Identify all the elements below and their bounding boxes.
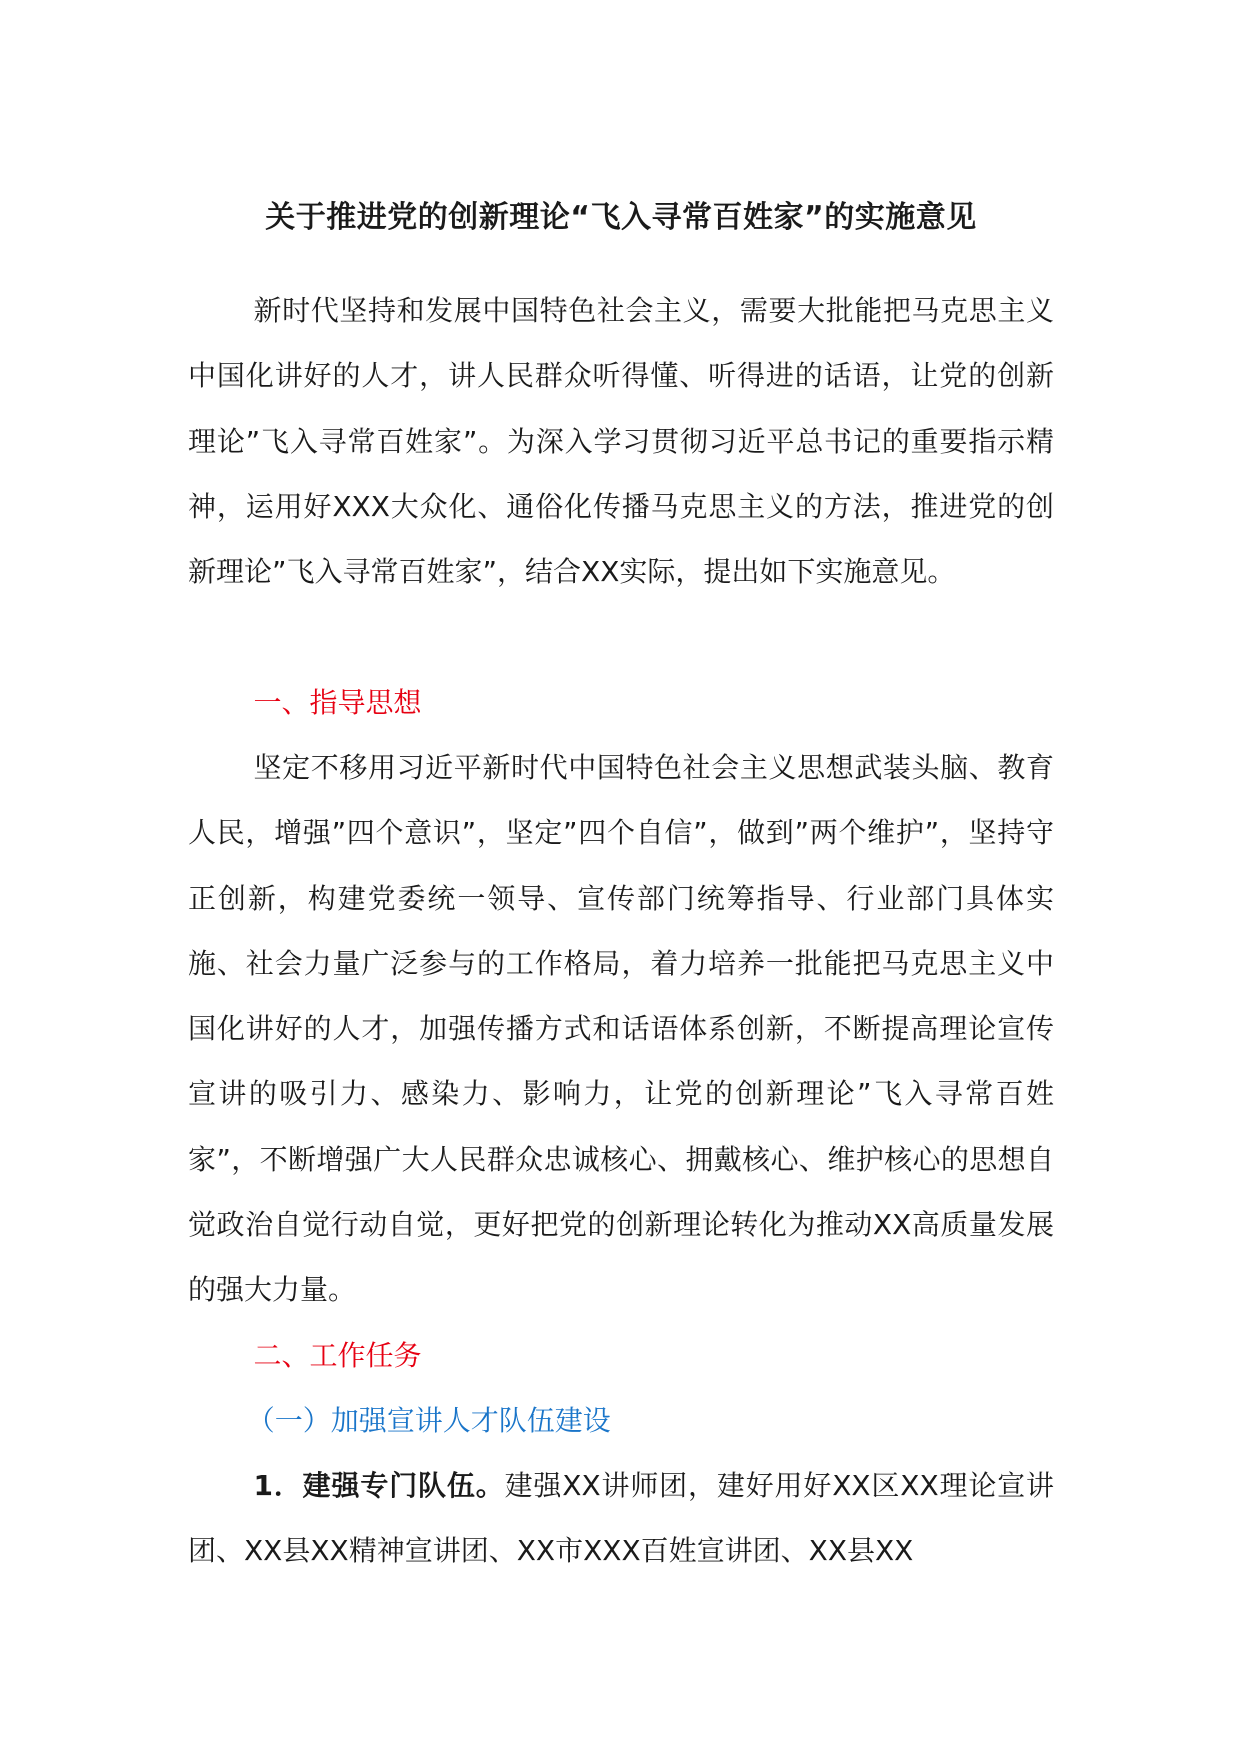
section-heading-work-tasks: 二、工作任务 bbox=[253, 1339, 422, 1372]
item-1-lead: 1．建强专门队伍。 bbox=[253, 1469, 505, 1502]
item-paragraph-1 bbox=[188, 1453, 1054, 1584]
intro-paragraph: 新时代坚持和发展中国特色社会主义，需要大批能把马克思主义中国化讲好的人才，讲人民群众听得懂、听得进的话语，让党的创新理论”飞入寻常百姓家”。为深入学习贯彻习近平总书记的重要指示精神，运用好XXX大众化、通俗化传播马克思主义的方法，推进党的创新理论”飞入寻常百姓家”，结合XX实际，提出如下实施意见。 bbox=[188, 294, 1054, 589]
guiding-ideology-paragraph: 坚定不移用习近平新时代中国特色社会主义思想武装头脑、教育人民，增强”四个意识”，坚定”四个自信”，做到”两个维护”，坚持守正创新，构建党委统一领导、宣传部门统筹指导、行业部门具体实施、社会力量广泛参与的工作格局，着力培养一批能把马克思主义中国化讲好的人才，加强传播方式和话语体系创新，不断提高理论宣传宣讲的吸引力、感染力、影响力，让党的创新理论”飞入寻常百姓家”，不断增强广大人民群众忠诚核心、拥戴核心、维护核心的思想自觉政治自觉行动自觉，更好把党的创新理论转化为推动XX高质量发展的强大力量。 bbox=[188, 751, 1054, 1307]
section-heading-guiding-ideology: 一、指导思想 bbox=[253, 686, 422, 719]
subsection-heading-talent-team: （一）加强宣讲人才队伍建设 bbox=[246, 1404, 611, 1437]
document-title: 关于推进党的创新理论“飞入寻常百姓家”的实施意见 bbox=[265, 200, 977, 235]
item-1-body: 建强XX讲师团，建好用好XX区XX理论宣讲团、XX县XX精神宣讲团、XX市XXX百姓宣讲团、XX县XX bbox=[188, 1469, 1055, 1568]
